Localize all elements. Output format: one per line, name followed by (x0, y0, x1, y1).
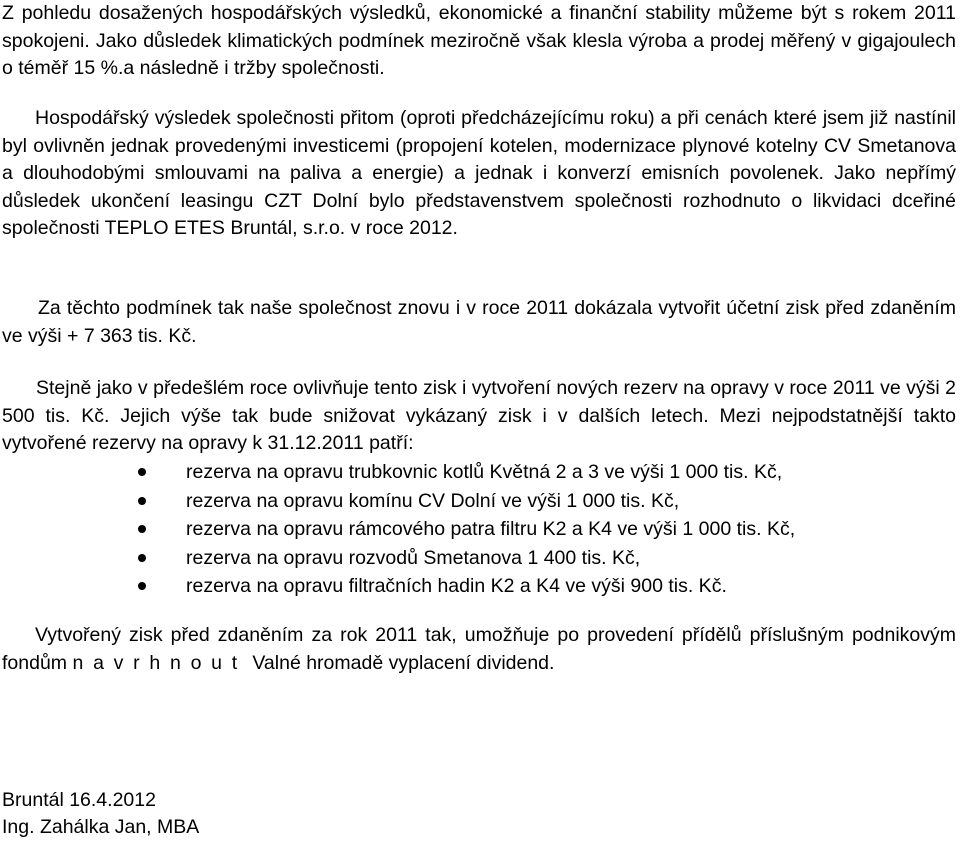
reserve-item-text: rezerva na opravu komínu CV Dolní ve výši 1 000 tis. Kč, (186, 489, 680, 512)
dividend-text-end: Valné hromadě vyplacení dividend. (246, 651, 555, 674)
reserve-item-text: rezerva na opravu rozvodů Smetanova 1 400 tis. Kč, (186, 546, 641, 569)
reserve-item-text: rezerva na opravu rámcového patra filtru K2 a K4 ve výši 1 000 tis. Kč, (186, 518, 796, 540)
paragraph-dividend-proposal (2, 622, 956, 677)
list-item (0, 458, 954, 487)
bullet-icon (138, 497, 146, 505)
signature-name: Ing. Zahálka Jan, MBA (2, 816, 200, 838)
list-item (0, 487, 954, 516)
paragraph-results-overview: Z pohledu dosažených hospodářských výsledků, ekonomické a finanční stability můžeme být s rokem 2011 spokojeni. Jako důsledek klimatických podmínek meziročně však klesla výroba a prodej měřený v gigajoulech o téměř 15 %.a následně i tržby společnosti. (2, 2, 956, 79)
signature-place-date: Bruntál 16.4.2012 (2, 789, 156, 811)
bullet-icon (138, 554, 146, 562)
paragraph-profit-before-tax: Za těchto podmínek tak naše společnost znovu i v roce 2011 dokázala vytvořit účetní zisk před zdaněním ve výši + 7 363 tis. Kč. (2, 297, 956, 347)
dividend-text-spaced: navrhnout (72, 651, 247, 674)
reserve-item-text: rezerva na opravu trubkovnic kotlů Květná 2 a 3 ve výši 1 000 tis. Kč, (186, 461, 783, 483)
list-item (0, 544, 954, 573)
bullet-icon (138, 582, 146, 590)
bullet-icon (138, 525, 146, 533)
reserve-item-text: rezerva na opravu filtračních hadin K2 a K4 ve výši 900 tis. Kč. (186, 575, 727, 597)
paragraph-economic-result: Hospodářský výsledek společnosti přitom (oproti předcházejícímu roku) a při cenách které jsem již nastínil byl ovlivněn jednak provedenými investicemi (propojení kotelen, modernizace plynové kotelny CV Smetanova a dlouhodobými smlouvami na paliva a energie) a jednak i konverzí emisních povolenek. Jako nepřímý důsledek ukončení leasingu CZT Dolní bylo představenstvem společnosti rozhodnuto o likvidaci dceřiné společnosti TEPLO ETES Bruntál, s.r.o. v roce 2012. (2, 107, 956, 239)
dividend-text-start: Vytvořený zisk před zdaněním za rok 2011 tak, umožňuje po provedení přídělů příslušným podnikovým fondům (2, 624, 956, 674)
paragraph-repair-reserves: Stejně jako v předešlém roce ovlivňuje tento zisk i vytvoření nových rezerv na opravy v roce 2011 ve výši 2 500 tis. Kč. Jejich výše tak bude snižovat vykázaný zisk i v dalších letech. Mezi nejpodstatnější takto vytvořené rezervy na opravy k 31.12.2011 patří: (2, 377, 956, 454)
list-item (0, 515, 954, 544)
bullet-icon (138, 468, 146, 476)
reserves-list (0, 458, 954, 601)
list-item (0, 572, 954, 601)
